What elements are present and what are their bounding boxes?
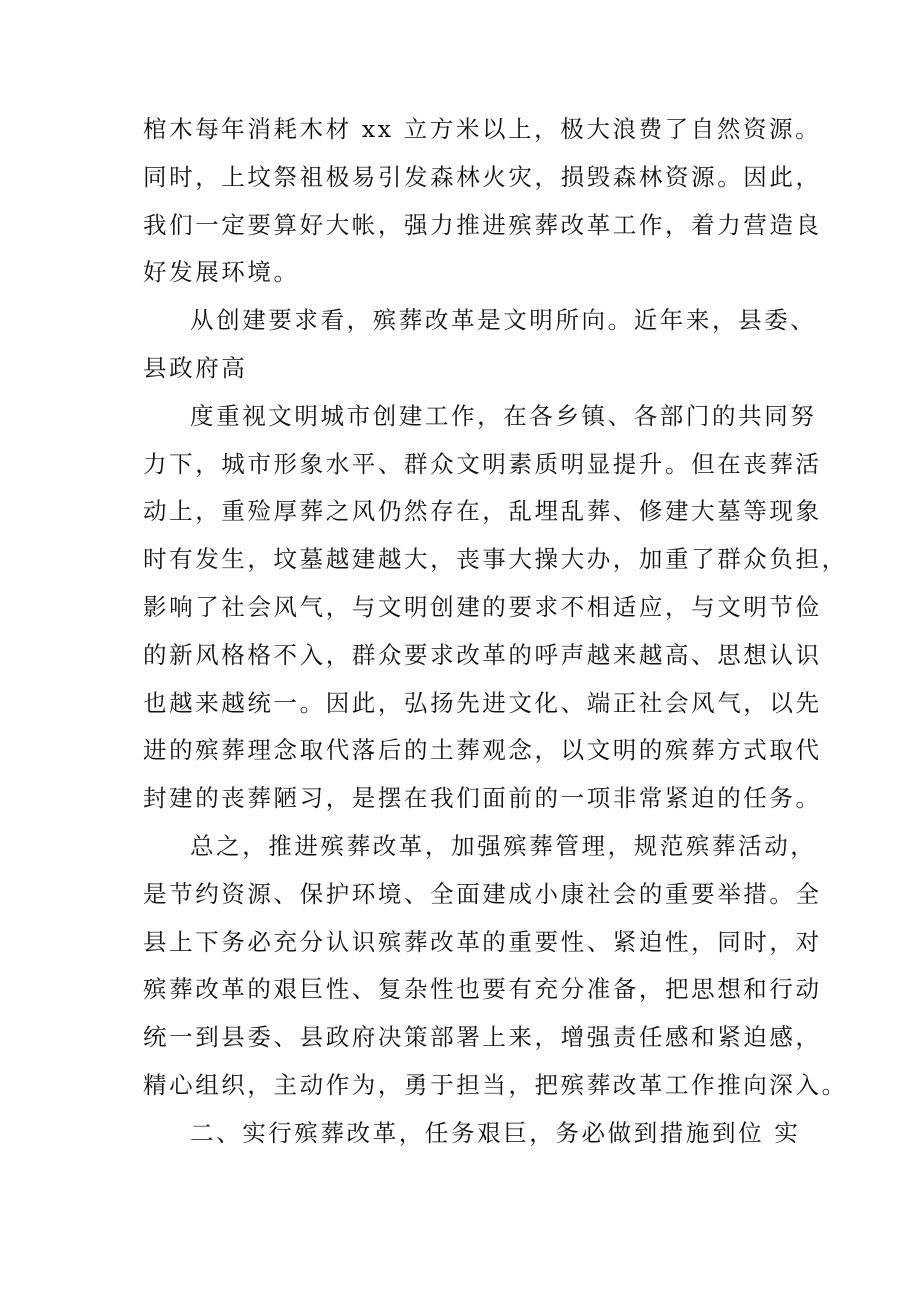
text-line-19: 殡葬改革的艰巨性、复杂性也要有充分准备，把思想和行动 (143, 975, 822, 1004)
text-line-1: 棺木每年消耗木材 xx 立方米以上，极大浪费了自然资源。 (143, 115, 822, 143)
text-line-8: 力下，城市形象水平、群众文明素质明显提升。但在丧葬活 (143, 449, 822, 478)
text-line-9: 动上，重殓厚葬之风仍然存在，乱埋乱葬、修建大墓等现象 (143, 497, 822, 526)
text-line-18: 县上下务必充分认识殡葬改革的重要性、紧迫性，同时，对 (143, 927, 822, 956)
text-line-7: 度重视文明城市创建工作，在各乡镇、各部门的共同努 (190, 401, 817, 430)
text-line-5: 从创建要求看，殡葬改革是文明所向。近年来，县委、 (190, 306, 817, 335)
text-line-13: 也越来越统一。因此，弘扬先进文化、端正社会风气，以先 (143, 688, 822, 717)
text-line-4: 好发展环境。 (143, 258, 300, 287)
text-line-11: 影响了社会风气，与文明创建的要求不相适应，与文明节俭 (143, 592, 822, 621)
paragraph-continued (143, 106, 848, 1158)
text-line-6: 县政府高 (143, 353, 248, 382)
section-heading-line: 二、实行殡葬改革，任务艰巨，务必做到措施到位 实 (190, 1118, 801, 1147)
text-line-15: 封建的丧葬陋习，是摆在我们面前的一项非常紧迫的任务。 (143, 784, 822, 813)
text-line-20: 统一到县委、县政府决策部署上来，增强责任感和紧迫感， (143, 1023, 822, 1052)
text-line-12: 的新风格格不入，群众要求改革的呼声越来越高、思想认识 (143, 640, 822, 669)
text-line-10: 时有发生，坟墓越建越大，丧事大操大办，加重了群众负担， (143, 545, 848, 574)
text-line-17: 是节约资源、保护环境、全面建成小康社会的重要举措。全 (143, 879, 822, 908)
text-line-14: 进的殡葬理念取代落后的土葬观念，以文明的殡葬方式取代 (143, 736, 822, 765)
text-line-3: 我们一定要算好大帐，强力推进殡葬改革工作，着力营造良 (143, 210, 822, 239)
text-line-16: 总之，推进殡葬改革，加强殡葬管理，规范殡葬活动， (190, 831, 817, 860)
text-line-21: 精心组织，主动作为，勇于担当，把殡葬改革工作推向深入。 (143, 1070, 848, 1099)
text-line-2: 同时，上坟祭祖极易引发森林火灾，损毁森林资源。因此， (143, 162, 822, 191)
